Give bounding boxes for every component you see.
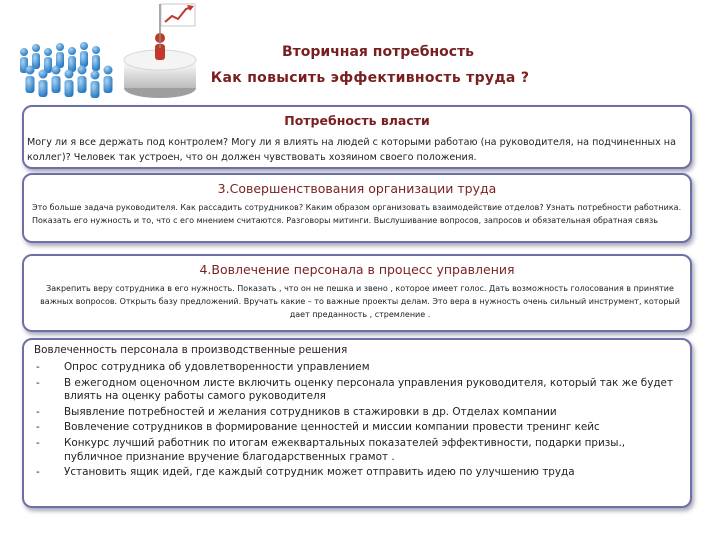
power-need-title: Потребность власти xyxy=(284,113,430,128)
list-bullet: - xyxy=(36,361,40,373)
list-item-text: Вовлечение сотрудников в формирование ценностей и миссии компании провести тренинг кейс xyxy=(64,421,600,434)
list-bullet: - xyxy=(36,376,40,389)
staff-involvement-title: 4.Вовлечение персонала в процесс управления xyxy=(199,262,515,277)
list-item xyxy=(32,406,682,420)
list-bullet: - xyxy=(36,421,40,434)
list-item-text: Выявление потребностей и желания сотрудников в стажировки в др. Отделах компании xyxy=(64,405,557,418)
list-item-text: В ежегодном оценочном листе включить оценку персонала управления руководителя, который так же будет влиять на оценку работы самого руководителя xyxy=(64,376,673,403)
list-bullet: - xyxy=(36,466,40,479)
list-item xyxy=(32,361,682,375)
staff-involvement-box xyxy=(22,254,692,332)
flag-chart xyxy=(161,4,195,26)
power-need-box xyxy=(22,105,692,169)
list-bullet: - xyxy=(36,405,40,418)
staff-involvement-text: Закрепить веру сотрудника в его нужность. Показать , что он не пешка и звено , которое имеет голос. Дать возможность голосования в принятие важных вопросов. Открыть базу предложений. Вручать какие – то важные проекты делам. Это вера в нужность очень сильный инструмент, который дает преданность , стремление . xyxy=(40,284,680,319)
slide-subtitle: Как повысить эффективность труда ? xyxy=(210,70,530,86)
list-item-text: Опрос сотрудника об удовлетворенности управлением xyxy=(64,361,370,373)
involvement-list-intro: Вовлеченность персонала в производственные решения xyxy=(34,344,348,356)
power-need-text: Могу ли я все держать под контролем? Могу ли я влиять на людей с которыми работаю (на руководителя, на подчиненных на коллег)? Человек так устроен, что он должен чувствовать хозяином своего положения. xyxy=(27,137,676,163)
list-bullet: - xyxy=(36,436,40,449)
work-organization-title: 3.Совершенствования организации труда xyxy=(217,181,497,196)
list-item-text: Установить ящик идей, где каждый сотрудник может отправить идею по улучшению труда xyxy=(64,466,575,479)
list-item-text: Конкурс лучший работник по итогам ежеквартальных показателей эффективности, подарки призы., публичное признание вручение благодарственных грамот . xyxy=(64,436,626,463)
involvement-list xyxy=(32,361,682,482)
work-organization-box xyxy=(22,173,692,243)
involvement-list-box xyxy=(22,338,692,508)
slide-title: Вторичная потребность xyxy=(281,44,475,60)
list-item xyxy=(32,377,682,404)
list-item xyxy=(32,437,682,464)
work-organization-text: Это больше задача руководителя. Как рассадить сотрудников? Каким образом организовать взаимодействие отделов? Узнать потребности работника. Показать его нужность и то, что с его мнением считаются. Разговоры митинги. Выслушивание вопросов, запросов и обязательная обратная связь xyxy=(32,203,682,225)
list-item xyxy=(32,466,682,480)
list-item xyxy=(32,421,682,435)
